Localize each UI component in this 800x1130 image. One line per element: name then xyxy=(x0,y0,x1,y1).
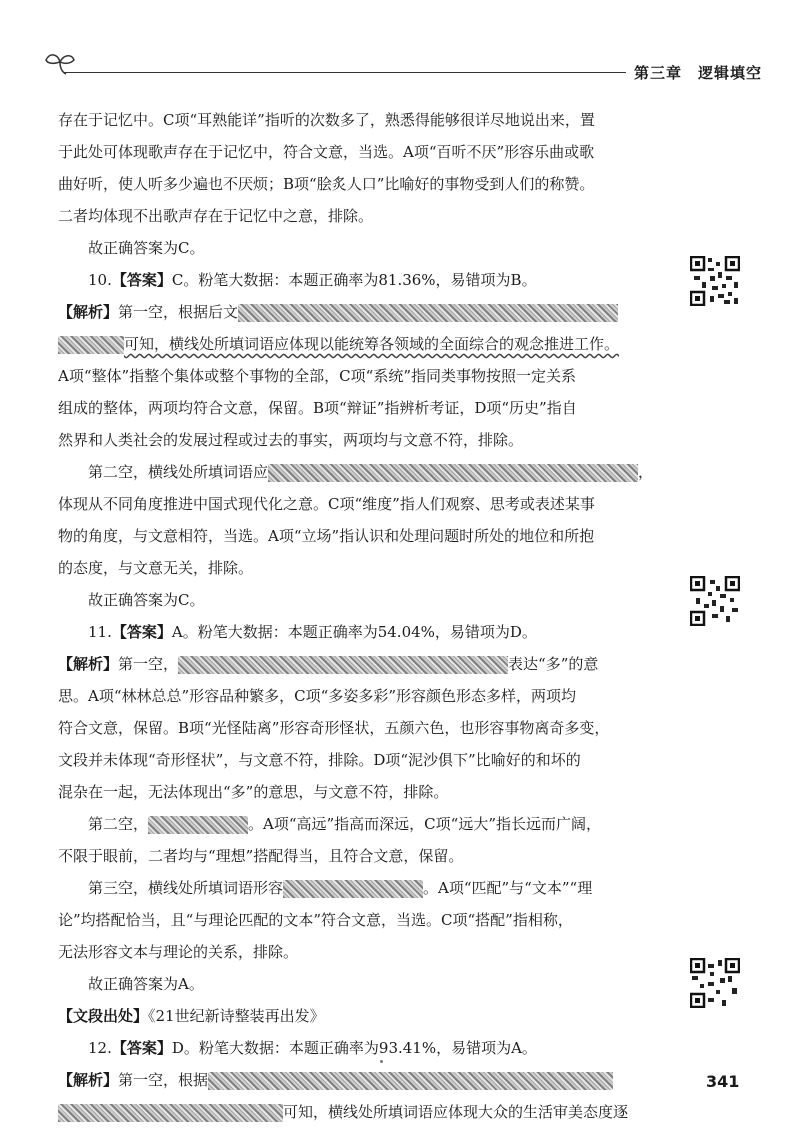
answer-explanation-text xyxy=(58,104,676,1128)
text-line: 第三空，横线处所填词语形容 。A项“匹配”与“文本”“理 xyxy=(88,879,593,897)
analysis-tag: 【解析】 xyxy=(58,1071,119,1089)
chapter-title: 第三章 逻辑填空 xyxy=(634,64,763,82)
text-line: 于此处可体现歌声存在于记忆中，符合文意，当选。A项“百听不厌”形容乐曲或歌 xyxy=(58,143,595,161)
text-line: 可知，横线处所填词语应体现以能统筹各领域的全面综合的观念推进工作。 xyxy=(58,328,676,360)
qr-code-icon[interactable] xyxy=(690,256,740,306)
page-speck xyxy=(380,1060,383,1063)
answer-tag: 【答案】 xyxy=(111,1039,172,1057)
text-line: 第二空，横线处所填词语应 ， xyxy=(88,463,654,481)
text-line: 不限于眼前，二者均与“理想”搭配得当，且符合文意，保留。 xyxy=(58,847,464,865)
text-line: 存在于记忆中。C项“耳熟能详”指听的次数多了，熟悉得能够很详尽地说出来，置 xyxy=(58,111,595,129)
page-number: 341 xyxy=(706,1072,740,1091)
answer-tag: 【答案】 xyxy=(111,271,172,289)
source-line: 【文段出处】《21世纪新诗整装再出发》 xyxy=(58,1007,325,1025)
analysis-line: 【解析】第一空，根据 xyxy=(58,1064,676,1096)
text-line: 曲好听，使人听多少遍也不厌烦；B项“脍炙人口”比喻好的事物受到人们的称赞。 xyxy=(58,175,595,193)
qr-code-icon[interactable] xyxy=(690,958,740,1008)
text-line: 可知，横线处所填词语应体现大众的生活审美态度逐 xyxy=(58,1096,676,1128)
text-line: 然界和人类社会的发展过程或过去的事实，两项均与文意不符，排除。 xyxy=(58,431,524,449)
qr-code-icon[interactable] xyxy=(690,576,740,626)
analysis-line: 【解析】第一空， 表达“多”的意 xyxy=(58,655,599,673)
redacted-text xyxy=(178,656,508,674)
analysis-tag: 【解析】 xyxy=(58,303,119,321)
text-line: 组成的整体，两项均符合文意，保留。B项“辩证”指辨析考证，D项“历史”指自 xyxy=(58,399,577,417)
text-line: 物的角度，与文意相符，当选。A项“立场”指认识和处理问题时所处的地位和所抱 xyxy=(58,527,595,545)
text-line: 第二空， 。A项“高远”指高而深远，C项“远大”指长远而广阔， xyxy=(88,815,602,833)
text-line: 体现从不同角度推进中国式现代化之意。C项“维度”指人们观察、思考或表述某事 xyxy=(58,495,595,513)
text-line: 无法形容文本与理论的关系，排除。 xyxy=(58,943,299,961)
text-line: 文段并未体现“奇形怪状”，与文意不符，排除。D项“泥沙俱下”比喻好的和坏的 xyxy=(58,751,581,769)
header-rule xyxy=(64,72,626,73)
redacted-text xyxy=(148,816,248,834)
redacted-text xyxy=(238,304,618,322)
source-tag: 【文段出处】 xyxy=(58,1007,149,1025)
text-line: 二者均体现不出歌声存在于记忆中之意，排除。 xyxy=(58,207,374,225)
conclusion-line: 故正确答案为A。 xyxy=(88,975,204,993)
text-line: 符合文意，保留。B项“光怪陆离”形容奇形怪状，五颜六色，也形容事物离奇多变， xyxy=(58,719,610,737)
answer-line: 10.【答案】C。粉笔大数据：本题正确率为81.36%，易错项为B。 xyxy=(88,271,537,289)
leaf-logo-icon xyxy=(42,50,78,80)
redacted-text xyxy=(208,1072,613,1090)
text-line: 混杂在一起，无法体现出“多”的意思，与文意不符，排除。 xyxy=(58,783,449,801)
text-line: A项“整体”指整个集体或整个事物的全部，C项“系统”指同类事物按照一定关系 xyxy=(58,367,576,385)
redacted-text xyxy=(58,1104,283,1122)
text-line: 的态度，与文意无关，排除。 xyxy=(58,559,254,577)
answer-line: 12.【答案】D。粉笔大数据：本题正确率为93.41%，易错项为A。 xyxy=(88,1039,537,1057)
text-line: 论”均搭配恰当，且“与理论匹配的文本”符合文意，当选。C项“搭配”指相称， xyxy=(58,911,573,929)
analysis-line: 【解析】第一空，根据后文 xyxy=(58,296,676,328)
redacted-text xyxy=(283,880,423,898)
page-header xyxy=(42,44,763,82)
conclusion-line: 故正确答案为C。 xyxy=(88,239,205,257)
redacted-text xyxy=(268,464,638,482)
answer-line: 11.【答案】A。粉笔大数据：本题正确率为54.04%，易错项为D。 xyxy=(88,623,537,641)
redacted-text xyxy=(58,336,124,354)
conclusion-line: 故正确答案为C。 xyxy=(88,591,205,609)
analysis-tag: 【解析】 xyxy=(58,655,119,673)
answer-tag: 【答案】 xyxy=(111,623,172,641)
text-line: 思。A项“林林总总”形容品种繁多，C项“多姿多彩”形容颜色形态多样，两项均 xyxy=(58,687,576,705)
